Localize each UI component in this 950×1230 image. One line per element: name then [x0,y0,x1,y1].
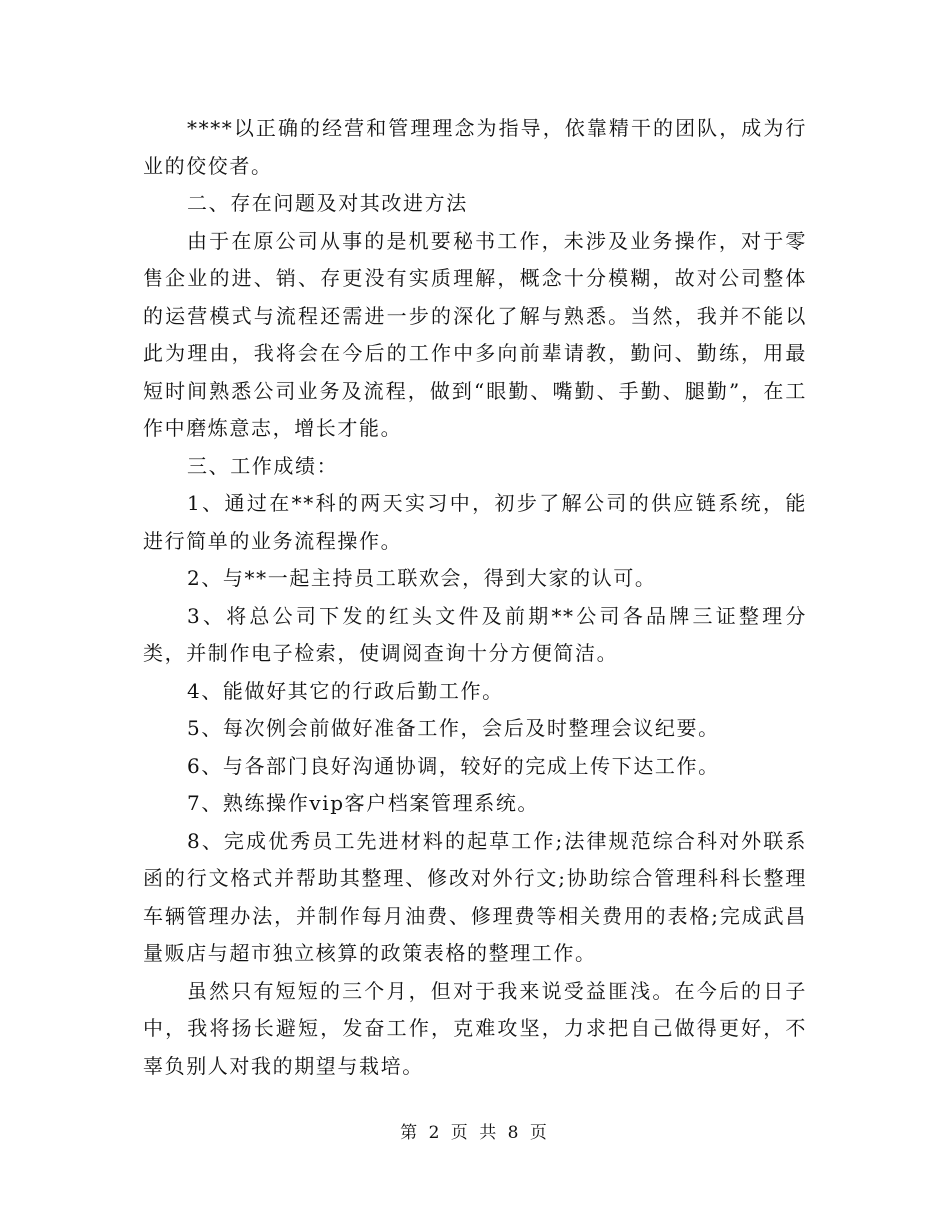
list-item: 6、与各部门良好沟通协调，较好的完成上传下达工作。 [187,753,720,778]
paragraph: ****以正确的经营和管理理念为指导，依靠精干的团队，成为行业的佼佼者。 [143,116,807,178]
page-number-footer: 第 2 页 共 8 页 [400,1123,550,1143]
list-item: 5、每次例会前做好准备工作，会后及时整理会议纪要。 [187,716,720,740]
paragraph: 虽然只有短短的三个月，但对于我来说受益匪浅。在今后的日子中，我将扬长避短，发奋工作，克难攻坚，力求把自己做得更好，不辜负别人对我的期望与栽培。 [143,978,807,1078]
section-heading: 三、工作成绩： [187,453,339,478]
list-item: 4、能做好其它的行政后勤工作。 [187,678,504,703]
paragraph: 由于在原公司从事的是机要秘书工作，未涉及业务操作，对于零售企业的进、销、存更没有实质理解，概念十分模糊，故对公司整体的运营模式与流程还需进一步的深化了解与熟悉。当然，我并不能以此为理由，我将会在今后的工作中多向前辈请教，勤问、勤练，用最短时间熟悉公司业务及流程，做到“眼勤、嘴勤、手勤、腿勤”，在工作中磨炼意志，增长才能。 [143,228,807,440]
section-heading: 二、存在问题及对其改进方法 [187,191,468,215]
document-body [143,110,807,1085]
list-item: 2、与**一起主持员工联欢会，得到大家的认可。 [187,566,657,590]
list-item: 1、通过在**科的两天实习中，初步了解公司的供应链系统，能进行简单的业务流程操作。 [143,491,807,553]
list-item: 7、熟练操作vip客户档案管理系统。 [187,791,540,815]
list-item: 3、将总公司下发的红头文件及前期**公司各品牌三证整理分类，并制作电子检索，使调阅查询十分方便简洁。 [143,603,807,665]
list-item: 8、完成优秀员工先进材料的起草工作;法律规范综合科对外联系函的行文格式并帮助其整理、修改对外行文;协助综合管理科科长整理车辆管理办法，并制作每月油费、修理费等相关费用的表格;完成武昌量贩店与超市独立核算的政策表格的整理工作。 [143,828,807,965]
